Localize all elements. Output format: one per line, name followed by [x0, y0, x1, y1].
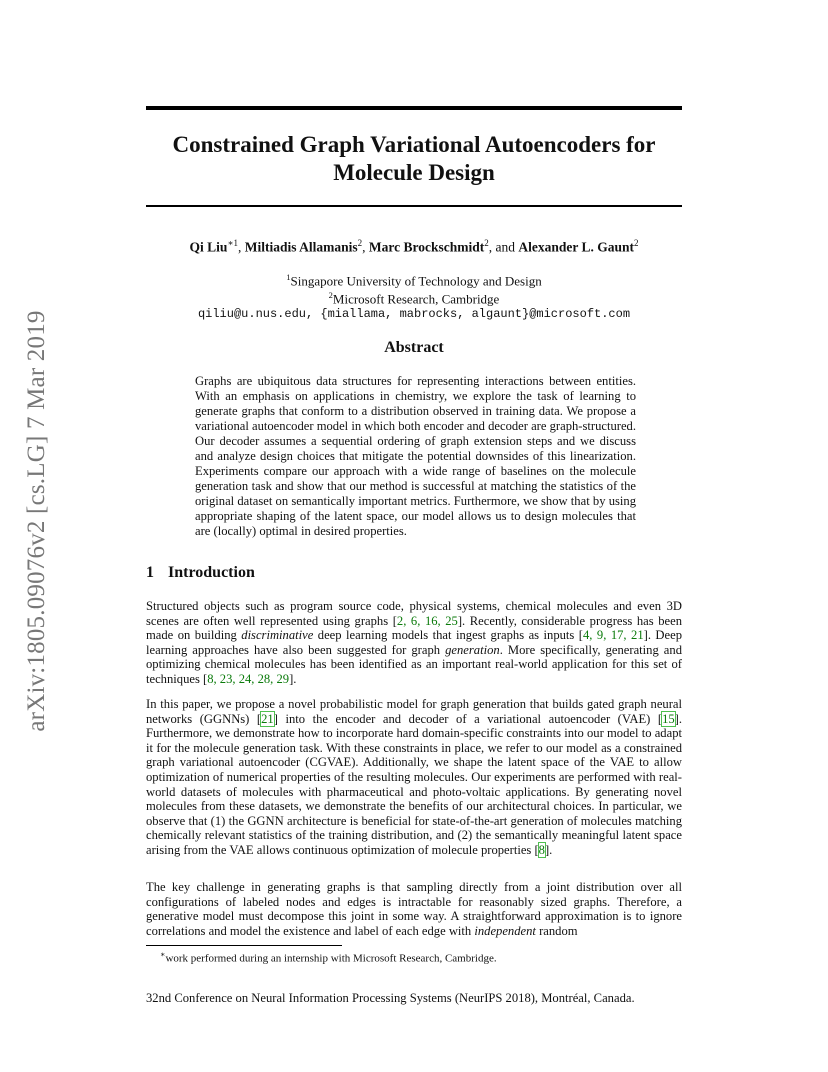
- footnote-mark: ∗: [160, 950, 166, 959]
- citation-link[interactable]: 4, 9, 17, 21: [582, 628, 644, 643]
- citation-link[interactable]: 8: [538, 842, 545, 857]
- author-separator: ,: [362, 239, 369, 255]
- text-run: ].: [289, 671, 297, 686]
- affiliation-text: Singapore University of Technology and Design: [290, 273, 542, 289]
- author-name: Qi Liu: [189, 239, 228, 255]
- affiliation-line: [146, 288, 682, 306]
- affiliation-line: [146, 270, 682, 288]
- section-title: Introduction: [168, 564, 255, 581]
- text-run: random: [535, 923, 578, 938]
- text-run: . More specifically, generating and optimizing chemical molecules has been identified as an important real-world application for this set of techniques [: [146, 642, 682, 686]
- author-name: Alexander L. Gaunt: [518, 239, 635, 255]
- author-affiliation-mark: 2: [484, 238, 489, 248]
- abstract-heading: Abstract: [384, 339, 444, 356]
- paragraph-2: [146, 697, 682, 858]
- footnote: [160, 950, 497, 965]
- author-affiliation-mark: 2: [357, 238, 363, 248]
- author-affiliation-mark: 2: [634, 238, 639, 248]
- title-line-1: Constrained Graph Variational Autoencoders for: [172, 132, 656, 157]
- paragraph-3: [146, 880, 682, 938]
- section-heading: [146, 564, 255, 582]
- text-run: In this paper, we propose a novel probabilistic model for graph generation that builds gated graph neural networks (GGNNs) [: [146, 697, 682, 726]
- citation-link[interactable]: 15: [662, 711, 675, 726]
- text-run: ].: [544, 842, 553, 857]
- affiliation-text: Microsoft Research, Cambridge: [332, 291, 500, 307]
- text-run: ]. Recently, considerable progress has been made on building: [146, 613, 683, 643]
- author-list: [146, 238, 682, 256]
- paragraph-1: [146, 599, 682, 687]
- author-name: Miltiadis Allamanis: [244, 239, 358, 255]
- emphasis-text: generation: [445, 642, 500, 657]
- affiliation-mark: 1: [286, 272, 291, 282]
- text-run: ]. Furthermore, we demonstrate how to incorporate hard domain-specific constraints into our model to adapt it for the molecule generation task. With these constraints in place, we refer to our model as a constrained graph variational autoencoder (CGVAE). Additionally, we shape the latent space of the VAE to allow optimization of numerical properties of the resulting molecules. Our experiments are performed with real-world datasets of molecules with pharmaceutical and photo-voltaic applications. By generating novel molecules from these datasets, we demonstrate the benefits of our architectural choices. In particular, we observe that (1) the GGNN architecture is beneficial for state-of-the-art generation of molecules matching chemically relevant statistics of the training distribution, and (2) the semantically meaningful latent space arising from the VAE allows continuous optimization of molecule properties [: [146, 711, 683, 857]
- arxiv-identifier: arXiv:1805.09076v2 [cs.LG] 7 Mar 2019: [23, 310, 50, 732]
- section-number: 1: [146, 564, 154, 581]
- author-emails: qiliu@u.nus.edu, {miallama, mabrocks, algaunt}@microsoft.com: [197, 306, 631, 321]
- footnote-rule: [146, 945, 342, 946]
- text-run: ]. Deep learning approaches have also been suggested for graph: [146, 628, 683, 657]
- emphasis-text: independent: [474, 923, 536, 938]
- author-name: Marc Brockschmidt: [368, 239, 485, 255]
- author-separator: , and: [488, 239, 519, 255]
- author-affiliation-mark: ∗1: [227, 238, 238, 248]
- title-top-rule: [146, 106, 682, 110]
- author-separator: ,: [237, 239, 245, 255]
- title-bottom-rule: [146, 205, 682, 207]
- conference-notice: 32nd Conference on Neural Information Processing Systems (NeurIPS 2018), Montréal, Canada.: [146, 991, 635, 1005]
- affiliation-mark: 2: [328, 290, 333, 301]
- citation-link[interactable]: 2, 6, 16, 25: [396, 613, 458, 628]
- emphasis-text: discriminative: [241, 628, 314, 643]
- abstract-text: Graphs are ubiquitous data structures for representing interactions between entities. With an emphasis on applications in chemistry, we explore the task of learning to generate graphs that conform to a distribution observed in training data. We propose a variational autoencoder model in which both encoder and decoder are graph-structured. Our decoder assumes a sequential ordering of graph extension steps and we discuss and analyze design choices that mitigate the potential downsides of this linearization. Experiments compare our approach with a wide range of baselines on the molecule generation task and show that our method is successful at matching the statistics of the original dataset on semantically important metrics. Furthermore, we show that by using appropriate shaping of the latent space, our model allows us to design molecules that are (locally) optimal in desired properties.: [195, 374, 636, 538]
- text-run: The key challenge in generating graphs is that sampling directly from a joint distribution over all configurations of labeled nodes and edges is intractable for reasonably sized graphs. Therefore, a generative model must decompose this joint in some way. A straightforward approximation is to ignore correlations and model the existence and label of each edge with: [146, 880, 682, 938]
- affiliations: [146, 270, 682, 322]
- footnote-text: work performed during an internship with Microsoft Research, Cambridge.: [165, 952, 497, 965]
- text-run: Structured objects such as program source code, physical systems, chemical molecules and even 3D scenes are often well represented using graphs [: [146, 599, 682, 628]
- text-run: deep learning models that ingest graphs as inputs [: [313, 628, 583, 643]
- citation-link[interactable]: 21: [261, 711, 274, 726]
- citation-link[interactable]: 8, 23, 24, 28, 29: [207, 671, 290, 686]
- paper-title: [146, 131, 682, 187]
- text-run: ] into the encoder and decoder of a variational autoencoder (VAE) [: [273, 711, 663, 726]
- title-line-2: Molecule Design: [333, 160, 495, 185]
